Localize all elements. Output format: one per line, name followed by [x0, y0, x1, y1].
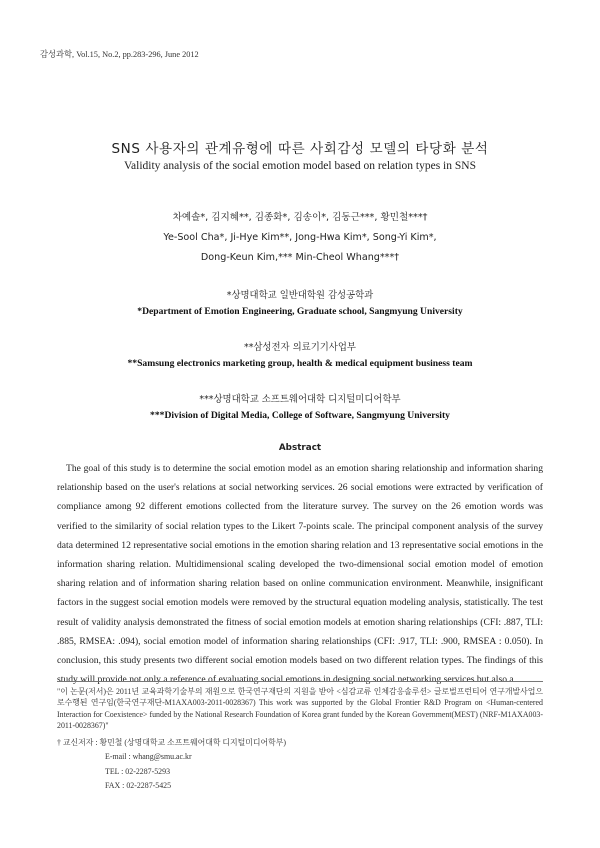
affiliation-2-english: **Samsung electronics marketing group, health & medical equipment business team [127, 358, 473, 369]
title-english: Validity analysis of the social emotion model based on relation types in SNS [124, 160, 476, 172]
affiliation-3 [0, 391, 600, 421]
abstract-body: The goal of this study is to determine the social emotion model as an emotion sharing relationship and information sharing relationship based on the user's relations at social networking services. 26 social emotions were extracted by verification of compliance among 92 different emotions collected from the literature survey. The survey on the 26 emotion words was verified to the similarity of social relation types to the Likert 7-points scale. The principal component analysis of the survey data determined 12 representative social emotions in the emotion sharing relation and 13 representative social emotions in the information sharing relation. Multidimensional scaling developed the two-dimensional social emotion model of emotion sharing relation and of information sharing relation based on online communication environment. Meanwhile, insignificant factors in the suggest social emotion models were removed by the structural equation modeling analysis, statistically. The test result of validity analysis demonstrated the fitness of social emotion models at emotion sharing relationships (CFI: .887, TLI: .885, RMSEA: .094), social emotion model of information sharing relationships (CFI: .917, TLI: .900, RMSEA : 0.050). In conclusion, this study presents two different social emotion models based on two different relation types. The findings of this study will provide not only a reference of evaluating social emotions in designing social networking services but also a [57, 463, 543, 686]
title-korean: SNS 사용자의 관계유형에 따른 사회감성 모델의 타당화 분석 [111, 141, 489, 157]
footnote-divider [57, 681, 543, 682]
affiliation-3-english: ***Division of Digital Media, College of Software, Sangmyung University [150, 410, 450, 421]
contact-block [57, 734, 543, 792]
contact-tel: TEL : 02-2287-5293 [105, 766, 171, 776]
affiliation-2 [0, 339, 600, 369]
affiliation-1 [0, 287, 600, 317]
funding-footnote: "이 논문(저서)은 2011년 교육과학기술부의 재원으로 한국연구재단의 지원을 받아 <심감교류 인체감응솔루션> 글로벌프런티어 연구개발사업으로수행된 연구임(한국연구재단-M1AXA003-2011-0028367) This work was supported by the Global Frontier R&D Program on <Human-centered Interaction for Coexistence> funded by the National Research Foundation of Korea grant funded by the Korean Government(MEST) (NRF-M1AXA003-2011-0028367)" [57, 687, 543, 731]
abstract-heading: Abstract [278, 443, 322, 453]
affiliation-1-english: *Department of Emotion Engineering, Graduate school, Sangmyung University [137, 306, 463, 317]
authors-english-line1: Ye-Sool Cha*, Ji-Hye Kim**, Jong-Hwa Kim*, Song-Yi Kim*, [163, 232, 437, 243]
authors-korean: 차예솔*, 김지혜**, 김종화*, 김송이*, 김동근***, 황민철***† [172, 212, 428, 223]
journal-info: 감성과학, Vol.15, No.2, pp.283-296, June 2012 [40, 50, 199, 59]
authors-english-line2: Dong-Keun Kim,*** Min-Cheol Whang***† [200, 252, 400, 263]
authors-block [0, 208, 600, 268]
affiliation-2-korean: **삼성전자 의료기기사업부 [244, 342, 356, 353]
affiliation-1-korean: *상명대학교 일반대학원 감성공학과 [226, 290, 374, 301]
corresponding-author: † 교신저자 : 황민철 (상명대학교 소프트웨어대학 디지털미디어학부) [57, 738, 287, 747]
contact-email: E-mail : whang@smu.ac.kr [105, 752, 192, 762]
affiliation-3-korean: ***상명대학교 소프트웨어대학 디지털미디어학부 [199, 394, 401, 405]
contact-fax: FAX : 02-2287-5425 [105, 781, 172, 791]
